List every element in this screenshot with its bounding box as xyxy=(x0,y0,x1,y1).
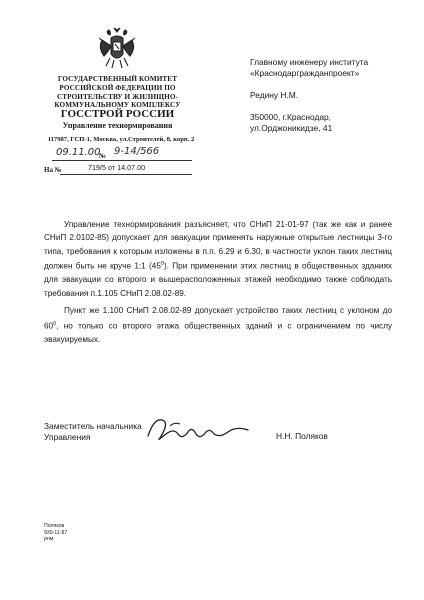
recipient-line: Редину Н.М. xyxy=(250,90,299,100)
recipient-line: Главному инженеру института xyxy=(250,57,369,67)
body-paragraph: Пункт же 1.100 СНиП 2.08.02-89 допускает устройство таких лестниц с уклоном до $60^0$, но только со второго этажа общественных зданий и с ограничением по числу эвакуируемых. xyxy=(44,306,392,344)
agency-name: ГОССТРОЙ РОССИИ xyxy=(60,108,175,120)
number-label: № xyxy=(99,152,107,160)
signatory-name: Н.Н. Поляков xyxy=(276,431,328,441)
sender-address: 117987, ГСП-1, Москва, ул.Строителей, 8, корп. 2 xyxy=(47,136,195,143)
org-line: КОММУНАЛЬНОМУ КОМПЛЕКСУ xyxy=(54,101,181,110)
executor-footer: Поляков 930-11-87 рнм xyxy=(44,523,68,543)
in-reply-underline xyxy=(60,174,192,175)
coat-of-arms-icon xyxy=(96,26,138,72)
org-line: СТРОИТЕЛЬСТВУ И ЖИЛИЩНО- xyxy=(56,92,179,101)
organization-name xyxy=(50,75,185,110)
department-name: Управление технормирования xyxy=(62,121,173,130)
recipient-line: 350000, г.Краснодар, xyxy=(250,112,331,122)
org-line: ГОСУДАРСТВЕННЫЙ КОМИТЕТ xyxy=(57,75,178,83)
letter-number: 9-14/566 xyxy=(114,146,160,157)
letter-date: 09.11.00 xyxy=(56,147,101,158)
org-line: РОССИЙСКОЙ ФЕДЕРАЦИИ ПО xyxy=(59,83,176,92)
recipient-line xyxy=(250,79,410,90)
in-reply-value: 719/5 от 14.07.00 xyxy=(88,163,146,172)
recipient-line: ул.Орджоникидзе, 41 xyxy=(250,123,333,133)
recipient-block xyxy=(250,57,410,134)
body-paragraph: Управление технормирования разъясняет, что СНиП 21-01-97 (так же как и ранее СНиП 2.0102-85) допускает для эвакуации применять наружные открытые лестницы 3-го типа, требования к которым изложены в п.п. 6.29 и 6.30, в частности уклон таких лестниц должен быть не круче 1:1 $(45^0)$. При применении этих лестниц в общественных зданиях для эвакуации со второго и вышерасположенных этажей необходимо также соблюдать требования п.1.105 СНиП 2.08.02-89. xyxy=(44,220,392,298)
in-reply-label: На № xyxy=(44,166,62,174)
handwritten-signature xyxy=(140,410,260,448)
recipient-line xyxy=(250,101,410,112)
letter-body xyxy=(44,218,392,350)
signatory-title: Заместитель начальника Управления xyxy=(44,421,142,442)
date-number-underline xyxy=(52,160,192,161)
recipient-line: «Краснодаргражданпроект» xyxy=(250,68,360,78)
